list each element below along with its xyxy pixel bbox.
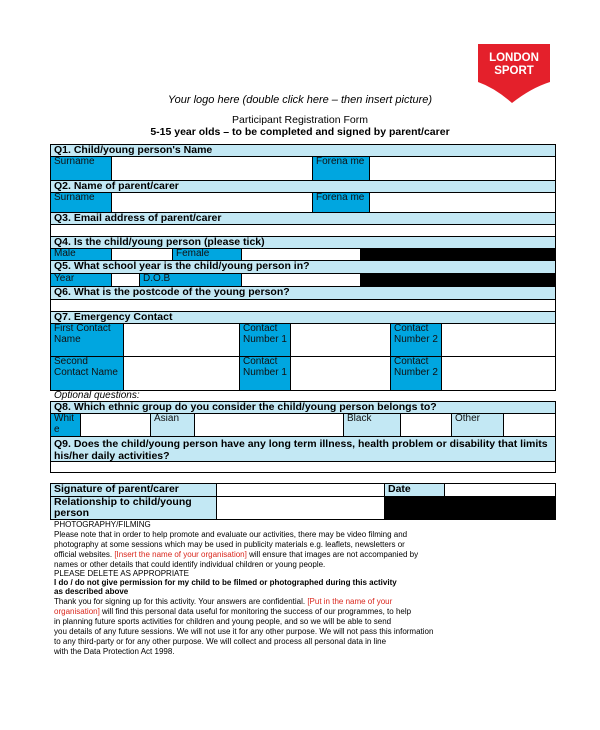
insert-org-name-2b[interactable]: organisation] <box>54 607 100 616</box>
q7-contact-number-2-input[interactable] <box>441 323 556 357</box>
photo-text-1: Please note that in order to help promote and evaluate our activities, there may be video filming and <box>54 530 408 539</box>
insert-org-name[interactable]: [Insert the name of your organisation] <box>114 550 247 559</box>
q7-second-contact-input[interactable] <box>123 356 240 391</box>
q2-surname-input[interactable] <box>111 192 313 213</box>
date-input[interactable] <box>444 483 556 497</box>
q1-forename-label: Forena me <box>312 156 370 181</box>
q7-second-contact-label: Second Contact Name <box>50 356 124 391</box>
q8-other-input[interactable] <box>503 413 556 437</box>
q4-male-label: Male <box>50 248 112 261</box>
thanks-text-4: you details of any future sessions. We will not use it for any other purpose. We will not pass this information <box>54 627 434 636</box>
thanks-text-1 <box>54 597 554 607</box>
photo-text-3a: official websites. <box>54 550 115 559</box>
photo-text-3b: will ensure that images are not accompanied by <box>246 550 419 559</box>
permission-text-1[interactable]: I do / do not give permission for my child to be filmed or photographed during this activity <box>54 578 397 587</box>
permission-text-2: as described above <box>54 587 129 596</box>
thanks-text-3: in planning future sports activities for children and young people, and so we will be able to send <box>54 617 392 626</box>
q1-label: Q1. Child/young person's Name <box>50 144 556 157</box>
q5-year-label: Year <box>50 273 112 287</box>
q7-label: Q7. Emergency Contact <box>50 311 556 324</box>
q8-asian-checkbox[interactable] <box>194 413 344 437</box>
q4-label: Q4. Is the child/young person (please tick) <box>50 236 556 249</box>
q8-white-label: Whit e <box>50 413 81 437</box>
optional-questions-heading: Optional questions: <box>54 390 140 401</box>
q8-other-label: Other <box>451 413 504 437</box>
q2-forename-input[interactable] <box>369 192 556 213</box>
q8-label: Q8. Which ethnic group do you consider the child/young person belongs to? <box>50 401 556 414</box>
q9-label: Q9. Does the child/young person have any long term illness, health problem or disability that limits his/her daily activities? <box>50 436 556 462</box>
q7-contact-number-2b-label: Contact Number 2 <box>390 356 442 391</box>
logo-placeholder[interactable]: Your logo here (double click here – then insert picture) <box>167 94 433 106</box>
thanks-text-2 <box>54 607 554 617</box>
thanks-text-5: to any third-party or for any other purpose. We will collect and process all personal data in line <box>54 637 387 646</box>
logo-line1: LONDON <box>489 52 539 64</box>
q2-label: Q2. Name of parent/carer <box>50 180 556 193</box>
q5-dob-input[interactable] <box>241 273 361 287</box>
thanks-text-2b: will find this personal data useful for monitoring the success of our programmes, to help <box>99 607 412 616</box>
form-title: Participant Registration Form <box>232 114 368 126</box>
q1-forename-input[interactable] <box>369 156 556 181</box>
q8-asian-label: Asian <box>150 413 195 437</box>
signature-input[interactable] <box>216 483 385 497</box>
relationship-input[interactable] <box>216 496 385 520</box>
thanks-text-6: with the Data Protection Act 1998. <box>54 647 175 656</box>
q7-first-contact-label: First Contact Name <box>50 323 124 357</box>
q6-label: Q6. What is the postcode of the young person? <box>50 286 556 300</box>
q9-answer-input[interactable] <box>50 461 556 473</box>
signature-label: Signature of parent/carer <box>50 483 217 497</box>
form-subtitle: 5-15 year olds – to be completed and signed by parent/carer <box>150 126 450 138</box>
logo-line2: SPORT <box>494 65 534 77</box>
q8-white-checkbox[interactable] <box>80 413 151 437</box>
q3-label: Q3. Email address of parent/carer <box>50 212 556 225</box>
q5-dob-label: D.O.B <box>139 273 242 287</box>
q7-contact-number-2-label: Contact Number 2 <box>390 323 442 357</box>
q8-black-label: Black <box>343 413 401 437</box>
q1-surname-input[interactable] <box>111 156 313 181</box>
insert-org-name-2a[interactable]: [Put in the name of your <box>307 597 393 606</box>
q4-female-label: Female <box>172 248 242 261</box>
delete-note: PLEASE DELETE AS APPROPRIATE <box>54 569 190 578</box>
logo-text <box>475 52 553 78</box>
blackout-cell <box>384 496 556 520</box>
blackout-cell <box>360 273 556 287</box>
q5-label: Q5. What school year is the child/young person in? <box>50 260 556 274</box>
relationship-label: Relationship to child/young person <box>50 496 217 520</box>
photo-text-4: names or other details that could identify individual children or young people. <box>54 560 326 569</box>
q2-forename-label: Forena me <box>312 192 370 213</box>
q2-surname-label: Surname <box>50 192 112 213</box>
q7-contact-number-1b-label: Contact Number 1 <box>239 356 291 391</box>
q7-first-contact-input[interactable] <box>123 323 240 357</box>
q7-contact-number-1b-input[interactable] <box>290 356 391 391</box>
q8-black-checkbox[interactable] <box>400 413 452 437</box>
q7-contact-number-1-input[interactable] <box>290 323 391 357</box>
q7-contact-number-2b-input[interactable] <box>441 356 556 391</box>
q1-surname-label: Surname <box>50 156 112 181</box>
photo-text-2: photography at some sessions which may be used in publicity materials e.g. leaflets, newsletters or <box>54 540 405 549</box>
photo-heading: PHOTOGRAPHY/FILMING <box>54 520 151 529</box>
thanks-text-1a: Thank you for signing up for this activity. Your answers are confidential. <box>54 597 308 606</box>
q5-year-input[interactable] <box>111 273 140 287</box>
q7-contact-number-1-label: Contact Number 1 <box>239 323 291 357</box>
date-label: Date <box>384 483 445 497</box>
photo-text-3 <box>54 550 554 560</box>
